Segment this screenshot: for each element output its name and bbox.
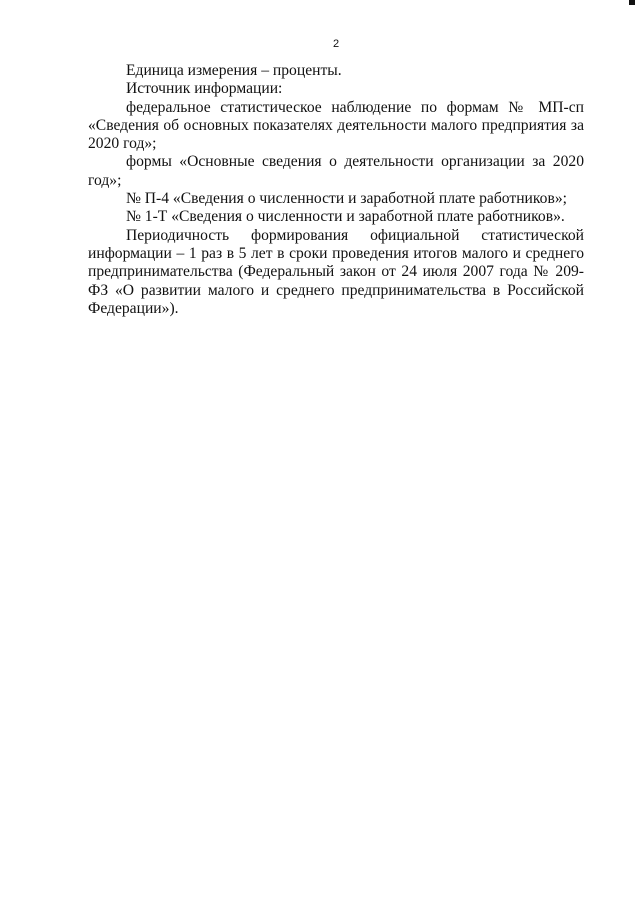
- paragraph-source-1t: № 1-Т «Сведения о численности и заработной плате работников».: [126, 208, 565, 226]
- page-number: 2: [332, 38, 340, 50]
- paragraph-source-mp-sp: федеральное статистическое наблюдение по формам № МП-сп «Сведения об основных показателях деятельности малого предприятия за 2020 год»;: [88, 98, 584, 153]
- document-body: [88, 62, 584, 318]
- paragraph-source-forms: формы «Основные сведения о деятельности организации за 2020 год»;: [88, 153, 584, 189]
- paragraph-unit-of-measure: Единица измерения – проценты.: [126, 62, 342, 79]
- scan-corner-mark: [629, 0, 635, 5]
- paragraph-source-p4: № П-4 «Сведения о численности и заработной плате работников»;: [126, 190, 567, 208]
- paragraph-source-heading: Источник информации:: [126, 80, 283, 98]
- paragraph-periodicity: Периодичность формирования официальной статистической информации – 1 раз в 5 лет в сроки проведения итогов малого и среднего предпринимательства (Федеральный закон от 24 июля 2007 года № 209-ФЗ «О развитии малого и среднего предпринимательства в Российской Федерации»).: [88, 226, 584, 317]
